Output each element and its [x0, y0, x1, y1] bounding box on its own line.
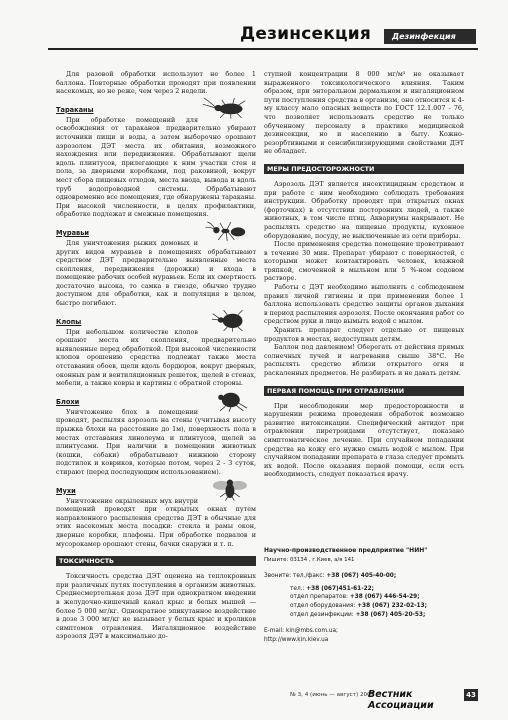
- first-aid-text: При несоблюдении мер предосторожности и нарушении режима проведения обработок возможно развитие интоксикации. Специфический антидот при отравлении пиретроидами отсутствует, показано симптоматическое лечение. При случайном попадании средства на кожу его нужно смыть водой с мылом. При случайном попадании препарата в глаза следует промыть их водой. После оказания первой помощи, если есть необходимость, следует показаться врачу.: [264, 401, 464, 479]
- section-title-bedbugs: Клопы: [56, 317, 82, 326]
- cockroach-icon: [202, 96, 256, 120]
- fly-icon: [202, 477, 256, 501]
- flea-icon: [202, 388, 256, 412]
- company-contacts: [264, 547, 464, 644]
- left-column: [56, 70, 256, 641]
- intro-paragraph: Для разовой обработки используют не более 1 баллона. Повторные обработки проводят при появлении насекомых, но не реже, чем через 2 недели.: [56, 70, 256, 96]
- first-aid-heading: ПЕРВАЯ ПОМОЩЬ ПРИ ОТРАВЛЕНИИ: [264, 386, 464, 396]
- section-text-bedbugs: При небольшом количестве клопов орошают места их скопления, предварительно выявленные перед обработкой. При высокой численности клопов орошению средства подлежат также места отставания обоев, щели вдоль бордюров, вокруг дверных, оконных рам и вентиляционных решеток, щелей в стенах, мебели, а также ковры и картины с обратной стороны.: [56, 327, 256, 388]
- ant-icon: [202, 219, 256, 243]
- dept-phone: +38 (067) 405-20-53;: [355, 611, 426, 618]
- safety-paragraph: Аэрозоль ДЭТ является инсектицидным средством и при работе с ним необходимо соблюдать требования инструкции. Обработку проводят при открытых окнах (форточках) в отсутствии посторонних людей, а также животных, в том числе птиц. Аквариумы накрывают. Не распылять средство на пищевые продукты, кухонное оборудование, посуду, не выключенные из сети приборы.: [264, 179, 464, 240]
- page-number: 43: [464, 689, 478, 701]
- phone-tel-label: тел.:: [290, 585, 305, 592]
- section-ants: [56, 229, 256, 308]
- section-fleas: [56, 398, 256, 477]
- right-column: [264, 70, 464, 479]
- safety-paragraph: Работы с ДЭТ необходимо выполнять с соблюдением правил личной гигиены и при применении более 1 баллона использовать средство защиты органов дыхания в период распыления аэрозоля. После окончания работ со средством руки и лицо вымыть водой с мылом.: [264, 283, 464, 326]
- dept-phone: +38 (067) 232-02-13;: [357, 602, 427, 609]
- phone-tel: +38 (067)451-61-22;: [306, 585, 375, 592]
- section-bedbugs: [56, 318, 256, 388]
- company-address: Пишите: 03134 , г.Киев, а/я 141: [264, 556, 355, 563]
- page-footer: [290, 689, 478, 711]
- dept-label: отдел препаратов:: [290, 594, 348, 601]
- toxicity-text-continued: ступной концентрации 8 000 мг/м³ не оказывает выраженного токсикологического влияния. Таким образом, при энтеральном дермальном и ингаляционном пути поступления средства в организм, оно относится к 4-му классу мало опасных веществ по ГОСТ 12.1.007 - 76, что позволяет использовать средство не только обученному персоналу в практике медицинской дезинсекции, но и населению в быту. Кожно-резорбтивными и сенсибилизирующими свойствами ДЭТ не обладает.: [264, 70, 464, 156]
- issue-label: № 3, 4 (июнь — август) 2003: [290, 692, 375, 698]
- email-line: E-mail: kin@mbs.com.ua;: [264, 628, 339, 635]
- safety-paragraph: Хранить препарат следует отдельно от пищевых продуктов в местах, недоступных детям.: [264, 326, 464, 343]
- phone-main: +38 (067) 405-40-00;: [326, 573, 397, 580]
- section-title-cockroaches: Тараканы: [56, 105, 94, 114]
- section-flies: [56, 487, 256, 549]
- section-text-flies: Уничтожение окрыленных мух внутри помещений проводят при открытых окнах путем направленного распыления средства ДЭТ в обычные для этих насекомых места посадки: стекла и рамы окон, дверные коробки, плафоны. При обработке подвалов и мусорокамер орошают стены, бачки снаружи и т. п.: [56, 496, 256, 548]
- safety-paragraph: После применения средства помещение проветривают в течение 30 мин. Препарат убирают с поверхностей, с которыми может контактировать человек, влажной тряпкой, смоченной в мыльном или 5 %-ном содовом растворе.: [264, 240, 464, 283]
- section-text-ants: Для уничтожения рыжих домовых и других видов муравьев в помещениях обрабатывают средством ДЭТ предварительно выявленные места скопления, передвижения (дорожки) и входа в помещение рабочих особей муравьев. Если их смертность достаточно высока, то самка в гнезде, обычно трудно доступном для обработки, как и популяция в целом, быстро погибают.: [56, 238, 256, 308]
- section-cockroaches: [56, 106, 256, 219]
- dept-line: [264, 593, 464, 602]
- toxicity-heading: ТОКСИЧНОСТЬ: [56, 556, 256, 566]
- dept-line: [264, 611, 464, 620]
- safety-paragraph: Баллон под давлением! Оберегать от действия прямых солнечных лучей и нагревания свыше 38°С. Не распылять средство вблизи открытого огня и раскаленных предметов. Не разбирать и не давать детям.: [264, 343, 464, 377]
- bedbug-icon: [202, 308, 256, 332]
- company-name: Научно-производственное предприятие "НИН": [264, 547, 428, 554]
- section-title-ants: Муравьи: [56, 228, 89, 237]
- header-rule: [48, 48, 478, 50]
- magazine-title: Вестник Ассоциации: [368, 689, 434, 711]
- dept-phone: +38 (067) 446-54-29;: [349, 594, 420, 601]
- phone-line: [264, 585, 464, 594]
- section-text-cockroaches: При обработке помещений для освобождения от тараканов предварительно убирают источники пищи и воды, а затем выборочно орошают аэрозолем ДЭТ места их обитания, возможного нахождения или передвижения. Обрабатывают щели вдоль плинтусов, прилегающие к ним участки стен и пола, за дверными коробками, под раковиной, вокруг мест сбора пищевых отходов, места ввода, вывода и вдоль труб водопроводной системы. Обрабатывают одновременно все помещения, где обнаружены тараканы. При высокой численности, в целях профилактики, обработке подлежат и смежные помещения.: [56, 115, 256, 219]
- safety-heading: МЕРЫ ПРЕДОСТОРОЖНОСТИ: [264, 164, 464, 174]
- page-header-title: Дезинсекция: [240, 24, 371, 44]
- website-line: http://www.kin.kiev.ua: [264, 636, 329, 643]
- section-tag: Дезинфекция: [384, 29, 476, 44]
- dept-label: отдел оборудования:: [290, 602, 356, 609]
- section-title-fleas: Блохи: [56, 397, 80, 406]
- dept-label: отдел дезинфекции:: [290, 611, 354, 618]
- section-text-fleas: Уничтожение блох в помещении проводят, распыляя аэрозоль на стены (учитывая высоту прыжка блохи на расстояние до 1м), поверхность пола в местах отставания линолеума и плинтусов, щелей за плинтусами. При наличии в помещении животных (кошки, собаки) обрабатывают нижнюю сторону подстилок и ковриков, которые потом, через 2 - 3 суток, стирают (перед последующим использованием).: [56, 407, 256, 476]
- toxicity-text: Токсичность средства ДЭТ оценена на теплокровных при различных путях поступления в организм животных. Среднесмертельная доза ДЭТ при однократном введении в желудочно-кишечный канал крыс и белых мышей — более 5 000 мг/кг. Однократное эпикутанное воздействие в дозе 3 000 мг/кг не вызывает у белых крыс и кроликов симптомов отравления. Ингаляционное воздействие аэрозоля ДЭТ в максимально до-: [56, 572, 256, 641]
- phones-label: Звоните: тел./факс:: [264, 573, 325, 580]
- dept-line: [264, 602, 464, 611]
- phones-line: [264, 572, 464, 581]
- section-title-flies: Мухи: [56, 486, 76, 495]
